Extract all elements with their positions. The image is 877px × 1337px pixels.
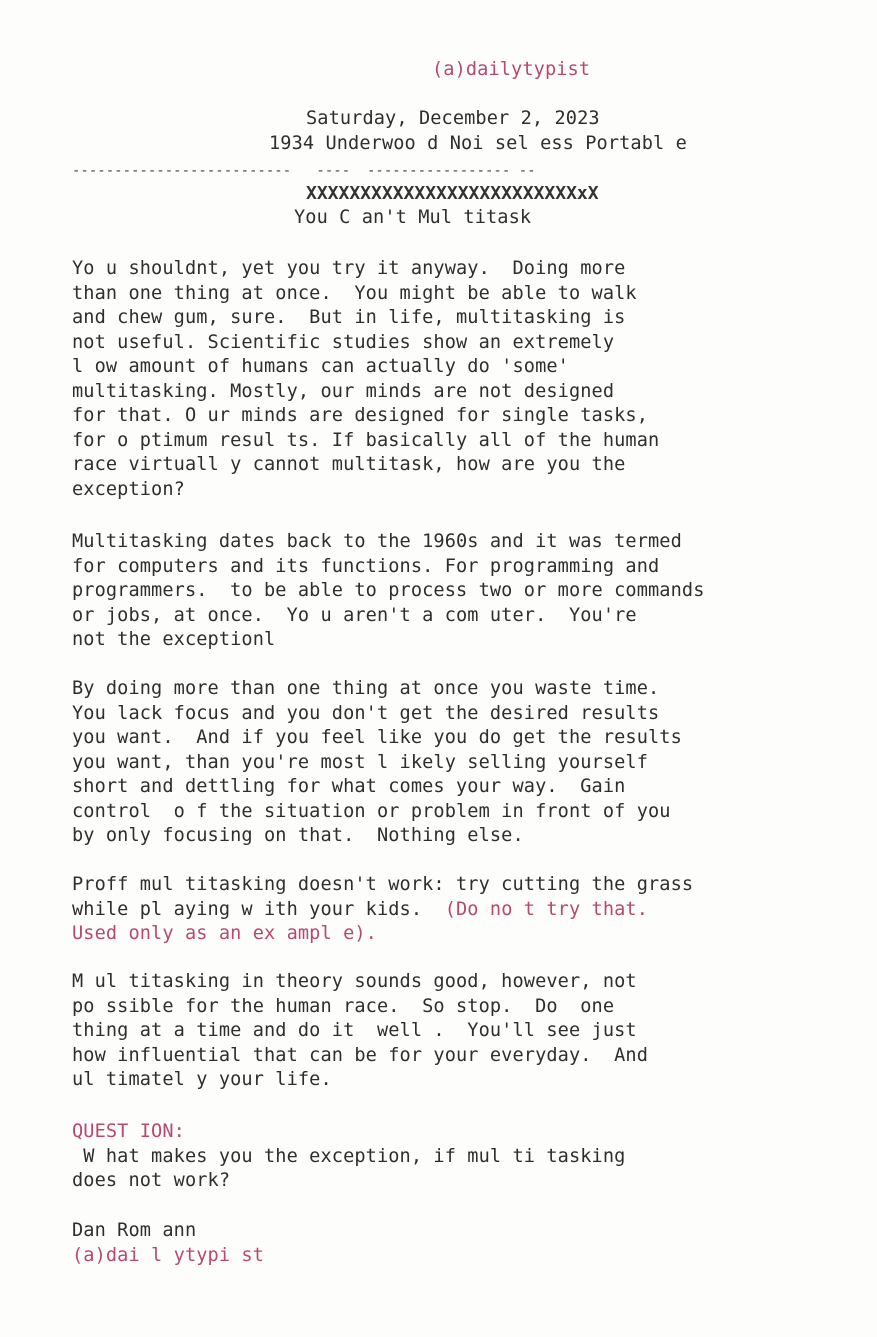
paragraph-line: ul timatel y your life. [72, 1069, 332, 1090]
signature-block [72, 1219, 264, 1268]
paragraph-line: Multitasking dates back to the 1960s and it was termed [72, 531, 682, 552]
paragraph-line: control o f the situation or problem in front of you [72, 800, 671, 822]
paragraph-line: you want, than you're most l ikely selling yourself [72, 751, 649, 773]
paragraph-line: po ssible for the human race. So stop. Do one [72, 995, 615, 1017]
paragraph-line: how influential that can be for your everyday. And [72, 1044, 649, 1066]
red-aside-line: Used only as an ex ampl e). [72, 923, 377, 944]
paragraph-line: not the exceptionl [72, 629, 276, 650]
paragraph-5 [72, 970, 648, 1093]
header-handle: (a)dailytypist [432, 59, 591, 80]
paragraph-line: exception? [72, 478, 185, 500]
paragraph-4 [72, 873, 693, 947]
paragraph-2 [72, 530, 705, 653]
paragraph-line: and chew gum, sure. But in life, multitasking is [72, 307, 626, 328]
header-typewriter: 1934 Underwoo d Noi sel ess Portabl e [269, 133, 687, 154]
paragraph-line: Yo u shouldnt, yet you try it anyway. Doing more [72, 258, 626, 279]
paragraph-line: programmers. to be able to process two or more commands [72, 580, 705, 601]
signature-handle: (a)dai l ytypi st [72, 1244, 265, 1266]
struck-out-title: XXXXXXXXXXXXXXXXXXXXXXXXXxX [306, 183, 599, 204]
question-block [72, 1120, 625, 1194]
paragraph-text: while pl aying w ith your kids. [72, 898, 445, 920]
red-aside-text: (Do no t try that. [444, 898, 649, 920]
paragraph-line: not useful. Scientific studies show an extremely [72, 331, 615, 353]
paragraph-3 [72, 677, 682, 849]
paragraph-line: Proff mul titasking doesn't work: try cutting the grass [72, 874, 694, 895]
paragraph-1 [72, 257, 659, 502]
paragraph-line: You lack focus and you don't get the desired results [72, 702, 660, 724]
paragraph-line: for that. O ur minds are designed for single tasks, [72, 405, 649, 426]
paragraph-line: or jobs, at once. Yo u aren't a com uter. You're [72, 604, 637, 626]
paragraph-line: for computers and its functions. For programming and [72, 555, 660, 577]
paragraph-line: multitasking. Mostly, our minds are not designed [72, 380, 615, 402]
page-title: You C an't Mul titask [294, 207, 532, 228]
paragraph-line: M ul titasking in theory sounds good, however, not [72, 971, 637, 992]
paragraph-line: thing at a time and do it well . You'll see just [72, 1020, 637, 1041]
paragraph-line: you want. And if you feel like you do get the results [72, 727, 682, 748]
question-label: QUEST ION: [72, 1121, 185, 1142]
paragraph-line: short and dettling for what comes your way. Gain [72, 776, 626, 797]
paragraph-line: race virtuall y cannot multitask, how are you the [72, 454, 626, 475]
header-date: Saturday, December 2, 2023 [306, 108, 600, 129]
paragraph-line: By doing more than one thing at once you waste time. [72, 678, 660, 699]
question-line: does not work? [72, 1170, 231, 1191]
paragraph-line: than one thing at once. You might be able to walk [72, 282, 637, 304]
question-line: W hat makes you the exception, if mul ti tasking [72, 1145, 626, 1167]
header-divider: -------------------------- ---- ----------------- -- [72, 164, 536, 178]
paragraph-line [72, 898, 693, 923]
paragraph-line: for o ptimum resul ts. If basically all of the human [72, 429, 660, 451]
paragraph-line: by only focusing on that. Nothing else. [72, 825, 524, 846]
signature-name: Dan Rom ann [72, 1220, 197, 1241]
paragraph-line: l ow amount of humans can actually do 'some' [72, 356, 569, 377]
